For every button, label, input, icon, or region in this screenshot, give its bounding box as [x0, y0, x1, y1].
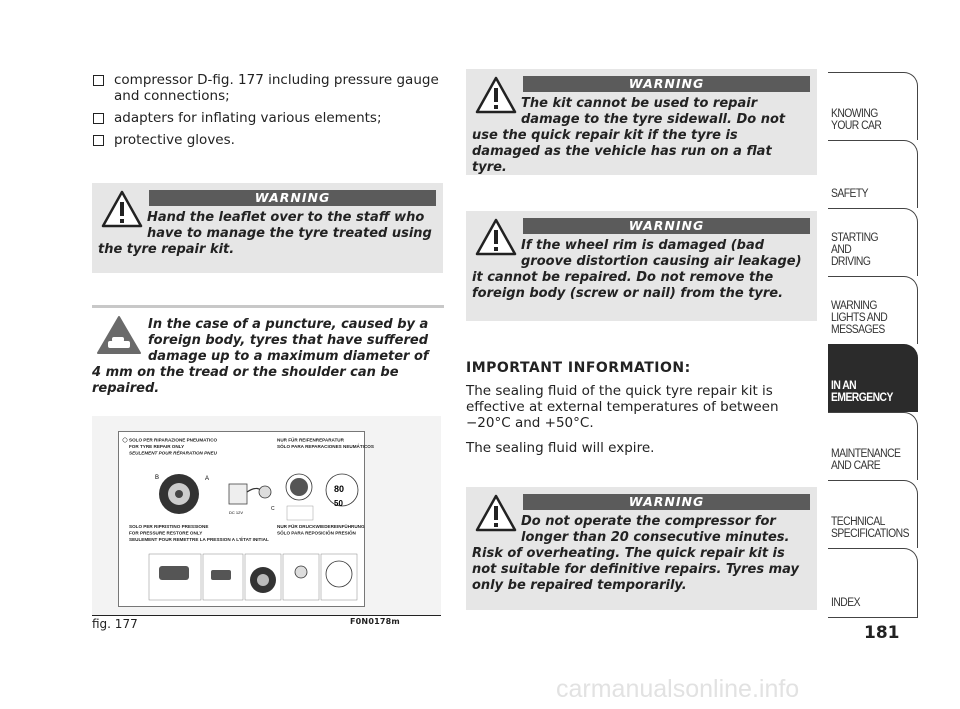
important-info-paragraph: The sealing fluid will expire. [466, 440, 655, 456]
warning-box-compressor [466, 487, 817, 610]
svg-text:A: A [205, 476, 210, 482]
warning-text: Do not operate the compressor for longer than 20 consecutive minutes. Risk of overheating. The quick repair kit is not suitable for definitive repairs. Tyres may only be repaired temporarily. [472, 514, 799, 593]
warning-text: Hand the leaflet over to the staff who have to manage the tyre treated using the tyre repair kit. [98, 210, 432, 257]
checkbox-bullet-icon [93, 113, 104, 124]
svg-text:C: C [271, 506, 275, 512]
tab-index[interactable]: INDEX [828, 548, 918, 618]
tab-maintenance[interactable]: MAINTENANCE AND CARE [828, 412, 918, 480]
figure-divider [92, 615, 441, 616]
svg-text:80: 80 [334, 484, 345, 494]
warning-text: If the wheel rim is damaged (bad groove distortion causing air leakage) it cannot be repaired. Do not remove the foreign body (screw or nail) from the tyre. [472, 238, 802, 301]
warning-header: WARNING [523, 76, 810, 92]
checkbox-bullet-icon [93, 75, 104, 86]
warning-header: WARNING [149, 190, 436, 206]
sticker-text: SÓLO PARA REPOSICIÓN PRESIÓN [277, 530, 356, 536]
tab-warning-lights[interactable]: WARNING LIGHTS AND MESSAGES [828, 276, 918, 344]
important-info-paragraph: The sealing fluid of the quick tyre repair kit is effective at external temperatures of between −20°C and +50°C. [466, 383, 779, 431]
figure-code: F0N0178m [350, 617, 400, 626]
warning-box-leaflet [92, 183, 443, 273]
sticker-text: FOR TYRE REPAIR ONLY [129, 444, 185, 449]
tab-starting-and-driving[interactable]: STARTING AND DRIVING [828, 208, 918, 276]
tab-knowing-your-car[interactable]: KNOWING YOUR CAR [828, 72, 918, 140]
sticker-text: FOR PRESSURE RESTORE ONLY [129, 530, 203, 536]
warning-box-sidewall [466, 69, 817, 175]
warning-box-rim [466, 211, 817, 321]
checkbox-bullet-icon [93, 135, 104, 146]
sticker-illustration [119, 432, 374, 606]
sticker-text: SOLO PER RIPRISTINO PRESSIONE [129, 524, 209, 529]
puncture-note: In the case of a puncture, caused by a foreign body, tyres that have suffered damage up to a maximum diameter of 4 mm on the tread or the shoulder can be repaired. [92, 317, 429, 396]
warning-text: The kit cannot be used to repair damage to the tyre sidewall. Do not use the quick repair kit if the tyre is damaged as the vehicle has run on a flat tyre. [472, 96, 786, 175]
warning-header: WARNING [523, 218, 810, 234]
warning-header: WARNING [523, 494, 810, 510]
sticker-text: NUR FÜR REIFENREPARATUR [277, 437, 344, 443]
divider [92, 305, 444, 308]
sticker-text: SEULEMENT POUR RÉPARATION PNEU [129, 450, 217, 456]
repair-kit-sticker-image [118, 431, 374, 607]
sticker-text: NUR FÜR DRUCKWIEDEREINFÜHRUNG [277, 524, 365, 529]
important-info-heading: IMPORTANT INFORMATION: [466, 360, 691, 376]
tab-technical-specifications[interactable]: TECHNICAL SPECIFICATIONS [828, 480, 918, 548]
list-item: adapters for inflating various elements; [92, 110, 444, 126]
list-item: compressor D-fig. 177 including pressure gauge and connections; [92, 72, 444, 104]
watermark: carmanualsonline.info [556, 675, 800, 703]
equipment-list [92, 72, 444, 154]
figure-caption: fig. 177 [92, 617, 138, 631]
list-item: protective gloves. [92, 132, 444, 148]
svg-text:50: 50 [334, 499, 343, 508]
sticker-text: SÓLO PARA REPARACIONES NEUMÁTICOS [277, 444, 374, 449]
page-number: 181 [864, 623, 900, 643]
tab-safety[interactable]: SAFETY [828, 140, 918, 208]
svg-text:B: B [155, 475, 160, 481]
svg-text:DC 12V: DC 12V [229, 510, 244, 515]
sticker-text: SOLO PER RIPARAZIONE PNEUMATICO [129, 437, 218, 443]
tab-in-an-emergency[interactable]: IN AN EMERGENCY [828, 344, 918, 412]
sticker-text: SEULEMENT POUR REMETTRE LA PRESSION A L'ÉTAT INITIAL [129, 537, 269, 542]
